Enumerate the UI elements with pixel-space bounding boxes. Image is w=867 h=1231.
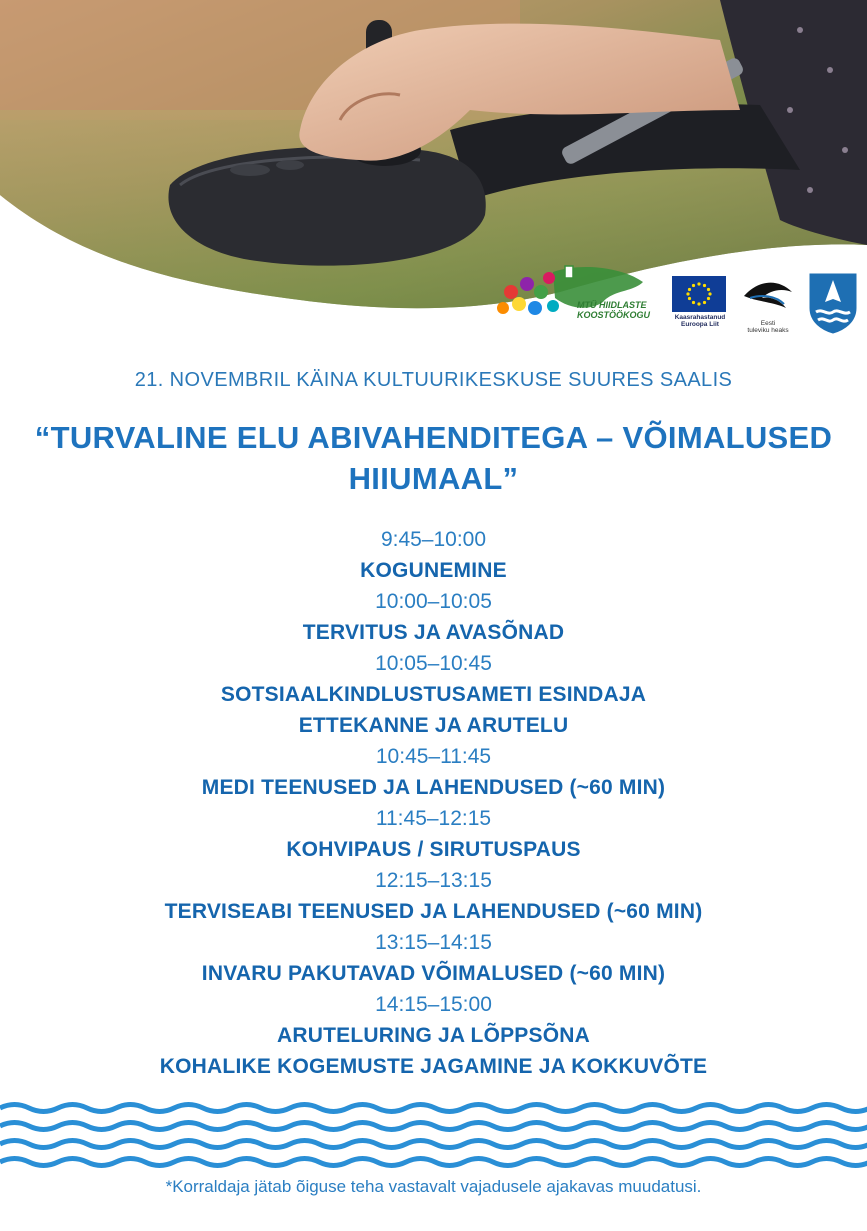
schedule-activity: MEDI TEENUSED JA LAHENDUSED (~60 MIN) [201, 776, 666, 799]
schedule-activity: ETTEKANNE JA ARUTELU [298, 714, 569, 737]
wave-decoration [0, 1098, 867, 1178]
schedule-activity: KOHALIKE KOGEMUSTE JAGAMINE JA KOKKUVÕTE [159, 1055, 708, 1078]
schedule-time: 10:05–10:45 [375, 652, 492, 675]
schedule-activity: KOHVIPAUS / SIRUTUSPAUS [286, 838, 581, 861]
wave-line [0, 1159, 867, 1166]
schedule [0, 524, 867, 1082]
eesti-logo [740, 274, 796, 334]
eu-caption-2: Euroopa Liit [681, 321, 719, 328]
schedule-time: 12:15–13:15 [375, 869, 492, 892]
hiidlaste-logo [493, 262, 663, 326]
event-title-line-1: “TURVALINE ELU ABIVAHENDITEGA – VÕIMALUSED [34, 420, 833, 455]
eu-logo [672, 276, 728, 334]
svg-text:KOOSTÖÖKOGU: KOOSTÖÖKOGU [577, 310, 651, 320]
schedule-time: 10:45–11:45 [375, 745, 492, 768]
schedule-activity: ARUTELURING JA LÕPPSÕNA [276, 1024, 590, 1047]
hiiumaa-crest-icon [808, 272, 858, 334]
venue-line: 21. NOVEMBRIL KÄINA KULTUURIKESKUSE SUURES SAALIS [134, 369, 733, 391]
program-content [0, 365, 867, 1082]
swallow-icon [740, 274, 796, 314]
wave-line [0, 1141, 867, 1148]
eu-caption-1: Kaasrahastanud [674, 314, 726, 321]
footnote: *Korraldaja jätab õiguse teha vastavalt vajadusele ajakavas muudatusi. [165, 1177, 702, 1196]
schedule-time: 10:00–10:05 [375, 590, 492, 613]
schedule-activity: TERVITUS JA AVASÕNAD [302, 621, 565, 644]
schedule-time: 13:15–14:15 [375, 931, 492, 954]
sponsor-logos [0, 262, 867, 332]
eu-flag-icon [672, 276, 726, 312]
schedule-activity: TERVISEABI TEENUSED JA LAHENDUSED (~60 MIN) [164, 900, 703, 923]
schedule-activity: INVARU PAKUTAVAD VÕIMALUSED (~60 MIN) [201, 962, 666, 985]
wave-line [0, 1123, 867, 1130]
schedule-activity: SOTSIAALKINDLUSTUSAMETI ESINDAJA [220, 683, 647, 706]
wave-line [0, 1105, 867, 1112]
event-title [20, 417, 847, 499]
schedule-time: 9:45–10:00 [380, 528, 487, 551]
event-title-line-2: HIIUMAAL” [348, 461, 519, 496]
hiidlaste-text: MTÜ HIIDLASTE [577, 300, 647, 310]
ee-caption-1: Eesti [760, 320, 776, 327]
schedule-time: 14:15–15:00 [375, 993, 492, 1016]
ee-caption-2: tuleviku heaks [747, 327, 789, 334]
schedule-time: 11:45–12:15 [375, 807, 492, 830]
schedule-activity: KOGUNEMINE [360, 559, 507, 582]
